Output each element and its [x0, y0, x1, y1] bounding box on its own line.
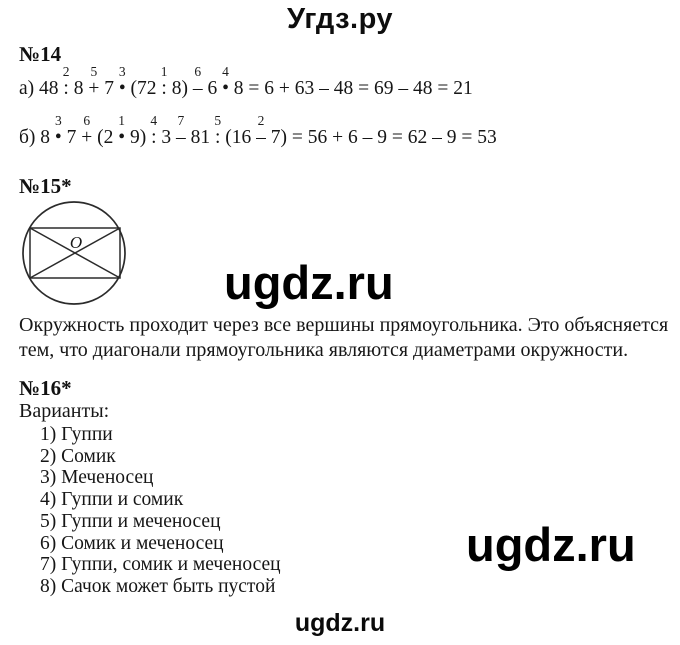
- expr-text: 8): [166, 78, 193, 99]
- expr-operator: – 7: [176, 113, 186, 148]
- expr-text: 8: [68, 78, 89, 99]
- operation-order-number: 4: [150, 113, 158, 128]
- task16-heading: №16*: [19, 376, 72, 400]
- expr-text: 7: [99, 78, 119, 99]
- expr-text: б) 8: [19, 127, 55, 148]
- operation-order-number: 5: [214, 113, 222, 128]
- expr-operator: : 5: [214, 113, 222, 148]
- watermark-right: ugdz.ru: [466, 518, 636, 571]
- expr-text: (16: [220, 127, 257, 148]
- operation-order-number: 3: [54, 113, 62, 128]
- operation-order-number: 5: [90, 64, 98, 79]
- expr-text: 7: [61, 127, 82, 148]
- expr-operator: • 4: [222, 64, 229, 99]
- variant-item: 6) Сомик и меченосец: [40, 532, 224, 554]
- expr-operator: • 1: [118, 113, 126, 148]
- variant-item: 5) Гуппи и меченосец: [40, 510, 221, 532]
- expr-text: 6: [202, 78, 223, 99]
- operation-order-number: 7: [177, 113, 185, 128]
- answer-line: Окружность проходит через все вершины прямоугольника. Это объясняется: [19, 314, 669, 336]
- variant-item: 2) Сомик: [40, 445, 116, 467]
- variant-item: 8) Сачок может быть пустой: [40, 575, 276, 597]
- variant-item: 1) Гуппи: [40, 424, 113, 445]
- expr-text: 81: [185, 127, 215, 148]
- site-title: Угдз.ру: [286, 3, 394, 35]
- expr-operator: • 3: [118, 64, 126, 99]
- expr-operator: + 6: [81, 113, 93, 148]
- footer-watermark: ugdz.ru: [294, 609, 386, 637]
- expr-text: 7) = 56 + 6 – 9 = 62 – 9 = 53: [265, 127, 497, 148]
- expr-operator: : 1: [160, 64, 168, 99]
- operation-order-number: 1: [160, 64, 168, 79]
- variant-item: 7) Гуппи, сомик и меченосец: [40, 554, 281, 576]
- operation-order-number: 6: [194, 64, 202, 79]
- operation-order-number: 1: [118, 113, 126, 128]
- answer-line: тем, что диагонали прямоугольника являются диаметрами окружности.: [19, 339, 629, 361]
- operation-order-number: 2: [257, 113, 265, 128]
- variant-item: 4) Гуппи и сомик: [40, 489, 184, 511]
- center-label: O: [69, 233, 83, 252]
- expr-operator: – 2: [256, 113, 266, 148]
- watermark-center: ugdz.ru: [224, 256, 394, 309]
- expr-text: 3: [156, 127, 176, 148]
- task14-heading: №14: [19, 42, 62, 66]
- task14-expression-b: [19, 112, 497, 149]
- expr-operator: • 3: [54, 113, 62, 148]
- task16-variants-list: [40, 424, 281, 598]
- expr-operator: + 5: [88, 64, 100, 99]
- expr-text: 9): [125, 127, 152, 148]
- task16-intro: Варианты:: [19, 400, 110, 422]
- expr-operator: – 6: [192, 64, 203, 99]
- expr-operator: : 4: [150, 113, 158, 148]
- task15-answer: [19, 313, 679, 363]
- variant-item: 3) Меченосец: [40, 467, 154, 489]
- operation-order-number: 6: [83, 113, 91, 128]
- operation-order-number: 3: [118, 64, 126, 79]
- expr-text: (2: [92, 127, 119, 148]
- task14-expression-a: [19, 63, 473, 100]
- expr-text: 8 = 6 + 63 – 48 = 69 – 48 = 21: [228, 78, 473, 99]
- operation-order-number: 2: [62, 64, 70, 79]
- expr-operator: : 2: [62, 64, 70, 99]
- expr-text: (72: [125, 78, 162, 99]
- expr-text: а) 48: [19, 78, 64, 99]
- task15-heading: №15*: [19, 174, 72, 198]
- circle-rectangle-diagram: [10, 196, 150, 318]
- operation-order-number: 4: [222, 64, 229, 79]
